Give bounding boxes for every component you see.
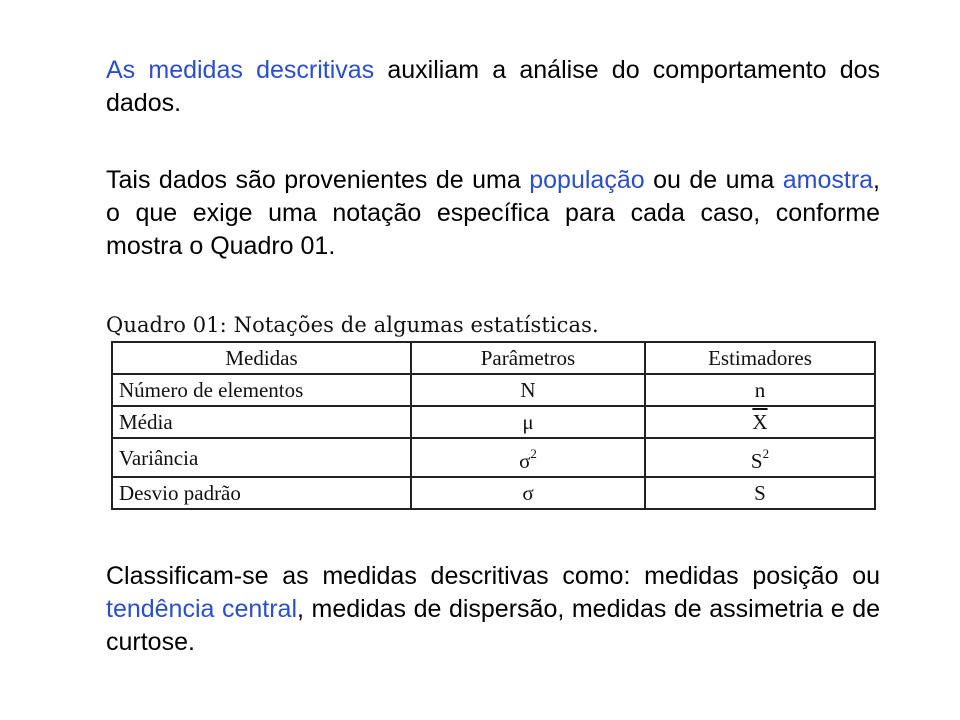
quadro-01: [106, 312, 890, 510]
table-row: [112, 477, 875, 509]
table-row: [112, 374, 875, 406]
superscript-2: 2: [762, 446, 770, 461]
paragraph-intro: [106, 54, 880, 120]
paragraph-class-text-1: Classificam-se as medidas descritivas como: medidas posição ou: [106, 562, 880, 590]
paragraph-data-text-2: ou de uma: [644, 166, 783, 194]
header-parametros: Parâmetros: [411, 342, 645, 374]
cell-estimador: [645, 406, 875, 438]
notation-table: [111, 341, 876, 510]
cell-parametro: σ: [411, 477, 645, 509]
cell-estimador: S: [645, 477, 875, 509]
paragraph-classification: [106, 560, 880, 659]
paragraph-data-sources: [106, 164, 880, 263]
cell-medida: Média: [112, 406, 411, 438]
cell-parametro: μ: [411, 406, 645, 438]
paragraph-intro-text: auxiliam a análise do comportamento dos dados.: [106, 56, 881, 117]
header-medidas: Medidas: [112, 342, 411, 374]
paragraph-data-text-3: , o que exige uma notação específica para cada caso, conforme mostra o Quadro 01.: [106, 166, 880, 260]
table-row: [112, 438, 875, 477]
superscript-2: 2: [530, 446, 537, 461]
paragraph-data-text-1: Tais dados são provenientes de uma: [106, 166, 530, 194]
header-estimadores: Estimadores: [645, 342, 875, 374]
cell-parametro: N: [411, 374, 645, 406]
table-row: [112, 406, 875, 438]
s-symbol: S: [750, 449, 763, 473]
sigma-symbol: σ: [519, 449, 531, 473]
x-bar-symbol: $\overline{X}$: [752, 410, 768, 434]
quadro-caption: Quadro 01: Notações de algumas estatísticas.: [106, 313, 599, 337]
cell-medida: Desvio padrão: [112, 477, 411, 509]
table-header-row: [112, 342, 875, 374]
cell-estimador: [645, 438, 875, 477]
cell-medida: Variância: [112, 438, 411, 477]
highlight-tendencia-central: tendência central: [106, 595, 298, 623]
highlight-populacao: população: [529, 166, 645, 194]
cell-parametro: [411, 438, 645, 477]
highlight-amostra: amostra: [782, 166, 874, 194]
highlight-medidas-descritivas: As medidas descritivas: [106, 56, 375, 84]
cell-estimador: n: [645, 374, 875, 406]
cell-medida: Número de elementos: [112, 374, 411, 406]
paragraph-class-text-2: , medidas de dispersão, medidas de assimetria e de curtose.: [106, 595, 881, 656]
